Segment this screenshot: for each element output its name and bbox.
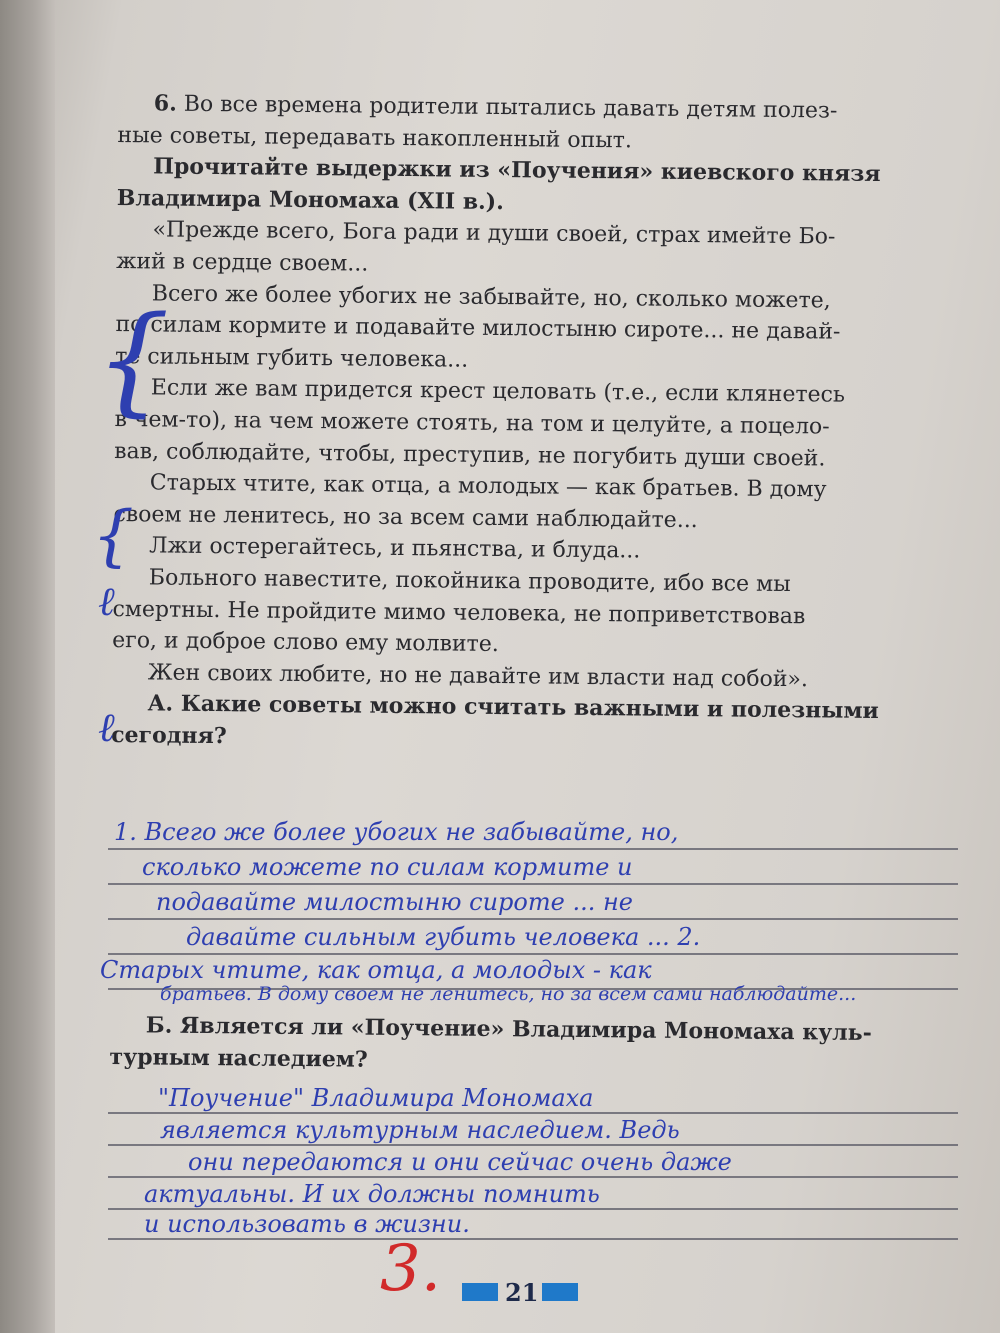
question-b-line-2: турным наследием? xyxy=(109,1043,368,1073)
handwritten-answer-line: Старых чтите, как отца, а молодых - как xyxy=(100,956,652,984)
quote-line: Всего же более убогих не забывайте, но, сколько можете, xyxy=(151,280,831,314)
handwritten-answer-line: давайте сильным губить человека ... 2. xyxy=(186,923,701,951)
quote-line: Если же вам придется крест целовать (т.е., если клянетесь xyxy=(150,375,846,408)
margin-bracket-mark: { xyxy=(95,290,171,428)
task-intro-line-2: ные советы, передавать накопленный опыт. xyxy=(117,122,633,153)
handwritten-answer-line: актуальны. И их должны помнить xyxy=(144,1180,600,1208)
handwritten-answer-line: братьев. В дому своем не ленитесь, но за всем сами наблюдайте... xyxy=(160,983,857,1005)
ruled-line xyxy=(108,1144,958,1146)
grade-mark: 3. xyxy=(380,1232,442,1306)
page-gutter-shadow xyxy=(0,0,55,1333)
margin-bracket-mark: { xyxy=(92,497,134,574)
task-intro-line-1: 6. Во все времена родители пытались давать детям полез- xyxy=(153,90,838,124)
quote-line: те сильным губить человека... xyxy=(115,343,469,373)
ruled-line xyxy=(108,1112,958,1114)
page-number-bar-right xyxy=(542,1283,578,1301)
quote-line: смертны. Не пройдите мимо человека, не поприветствовав xyxy=(112,596,806,629)
quote-line: Лжи остерегайтесь, и пьянства, и блуда... xyxy=(149,533,641,564)
quote-line: Больного навестите, покойника проводите, ибо все мы xyxy=(148,565,791,597)
instruction-line-2: Владимира Мономаха (XII в.). xyxy=(116,184,504,215)
handwritten-answer-line: подавайте милостыню сироте ... не xyxy=(156,888,633,916)
question-b-line-1: Б. Является ли «Поучение» Владимира Мономаха куль- xyxy=(145,1012,872,1046)
ruled-line xyxy=(108,918,958,920)
ruled-line xyxy=(108,1176,958,1178)
margin-bracket-mark: ℓ xyxy=(98,579,115,625)
instruction-line-1: Прочитайте выдержки из «Поучения» киевского князя xyxy=(153,153,881,188)
quote-line: Старых чтите, как отца, а молодых — как братьев. В дому xyxy=(149,470,827,503)
quote-line: Жен своих любите, но не давайте им власти над собой». xyxy=(147,660,809,692)
ruled-line xyxy=(108,848,958,850)
quote-line: жий в сердце своем... xyxy=(116,248,369,277)
answer-a-area xyxy=(100,818,958,1010)
page-number: 21 xyxy=(505,1278,539,1307)
question-a-line-1: А. Какие советы можно считать важными и полезными xyxy=(147,690,879,725)
margin-bracket-mark: ℓ xyxy=(98,705,115,751)
task-number: 6. xyxy=(153,90,177,117)
quote-line: его, и доброе слово ему молвите. xyxy=(112,628,499,658)
handwritten-answer-line: 1. Всего же более убогих не забывайте, но, xyxy=(114,818,679,846)
quote-line: «Прежде всего, Бога ради и души своей, страх имейте Бо- xyxy=(152,217,836,250)
handwritten-answer-line: "Поучение" Владимира Мономаха xyxy=(158,1084,594,1112)
quote-line: в чем-то), на чем можете стоять, на том и целуйте, а поцело- xyxy=(114,406,830,440)
quote-line: вав, соблюдайте, чтобы, преступив, не погубить души своей. xyxy=(114,438,826,471)
handwritten-answer-line: и использовать в жизни. xyxy=(144,1210,470,1238)
handwritten-answer-line: является культурным наследием. Ведь xyxy=(160,1116,680,1144)
printed-text xyxy=(111,88,980,760)
quote-line: по силам кормите и подавайте милостыню сироте... не давай- xyxy=(115,312,841,345)
ruled-line xyxy=(108,953,958,955)
answer-b-area xyxy=(108,1082,958,1242)
page-number-bar-left xyxy=(462,1283,498,1301)
handwritten-answer-line: сколько можете по силам кормите и xyxy=(142,853,633,881)
question-b xyxy=(109,1010,960,1082)
quote-line: своем не ленитесь, но за всем сами наблюдайте... xyxy=(113,501,698,533)
question-a-line-2: сегодня? xyxy=(111,721,227,750)
handwritten-answer-line: они передаются и они сейчас очень даже xyxy=(188,1148,732,1176)
ruled-line xyxy=(108,883,958,885)
ruled-line xyxy=(108,1238,958,1240)
